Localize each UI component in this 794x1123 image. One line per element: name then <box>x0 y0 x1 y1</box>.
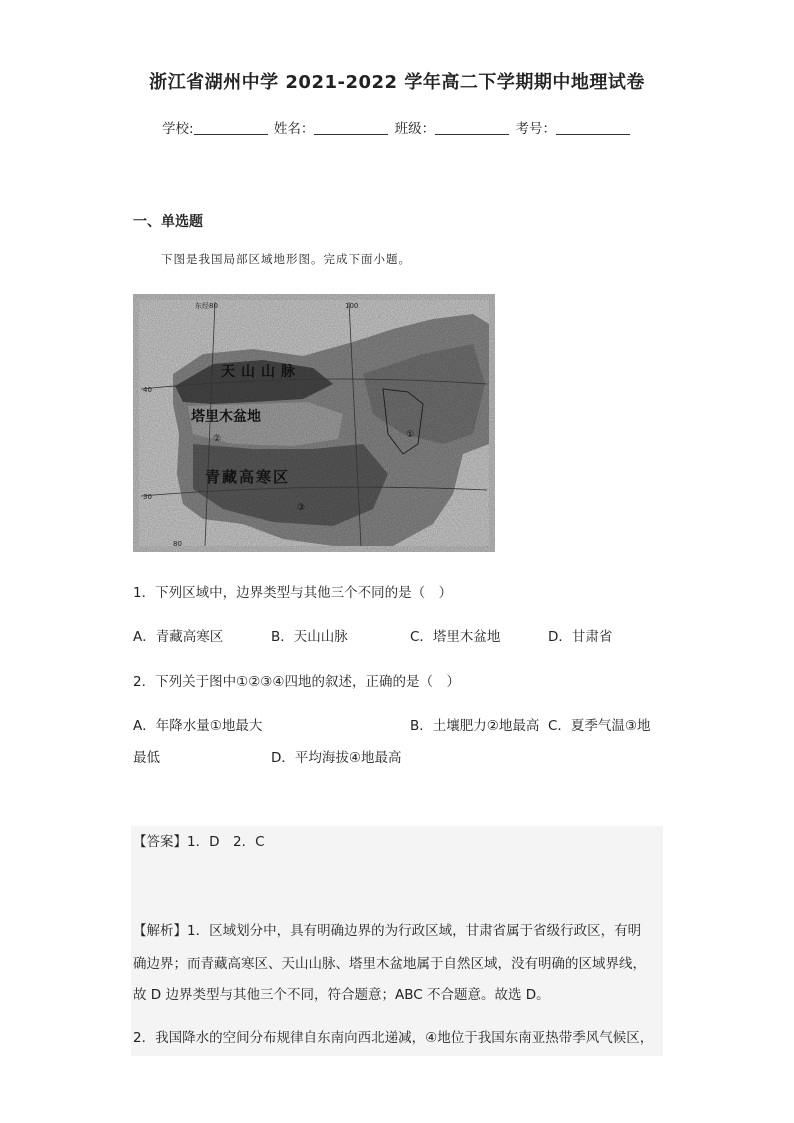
q2-option-b[interactable]: B．土壤肥力②地最高 <box>410 718 540 734</box>
lat-label-40: 40 <box>143 386 152 394</box>
marker-1: ① <box>406 430 415 440</box>
lat-label-30: 30 <box>143 493 152 501</box>
answer-line: 【答案】1．D 2．C <box>133 834 265 850</box>
q1-option-d[interactable]: D．甘肃省 <box>548 629 613 645</box>
tianshan-label: 天山山脉 <box>221 364 301 380</box>
number-label: 考号： <box>515 121 556 137</box>
school-label: 学校: <box>162 121 194 137</box>
lon-label-100: 100 <box>345 302 359 310</box>
q1-option-b[interactable]: B．天山山脉 <box>271 629 348 645</box>
number-blank[interactable] <box>556 120 630 135</box>
terrain-map <box>133 294 495 552</box>
name-label: 姓名： <box>273 121 315 137</box>
q1-option-a[interactable]: A．青藏高寒区 <box>133 629 224 645</box>
page-title: 浙江省湖州中学 2021-2022 学年高二下学期期中地理试卷 <box>149 72 645 93</box>
lon-label-80-bottom: 80 <box>173 540 182 548</box>
question-intro: 下图是我国局部区域地形图。完成下面小题。 <box>161 252 411 266</box>
qingzang-label: 青藏高寒区 <box>205 468 291 486</box>
class-blank[interactable] <box>435 120 509 135</box>
marker-3: ③ <box>297 503 306 513</box>
analysis-line-1: 【解析】1．区域划分中，具有明确边界的为行政区域，甘肃省属于省级行政区，有明 <box>133 923 642 939</box>
question-2: 2．下列关于图中①②③④四地的叙述，正确的是（ ） <box>133 674 460 690</box>
question-1: 1．下列区域中，边界类型与其他三个不同的是（ ） <box>133 585 453 601</box>
q2-option-c-continued: 最低 <box>133 750 160 766</box>
lon-label-80: 东经80 <box>195 302 218 310</box>
q1-option-c[interactable]: C．塔里木盆地 <box>410 629 501 645</box>
q2-option-c[interactable]: C．夏季气温③地 <box>548 718 651 734</box>
q2-option-a[interactable]: A．年降水量①地最大 <box>133 718 263 734</box>
school-blank[interactable] <box>194 120 268 135</box>
marker-2: ② <box>213 434 222 444</box>
analysis-line-4: 2．我国降水的空间分布规律自东南向西北递减，④地位于我国东南亚热带季风气候区， <box>133 1030 654 1046</box>
analysis-line-2: 确边界；而青藏高寒区、天山山脉、塔里木盆地属于自然区域，没有明确的区域界线， <box>133 956 646 972</box>
analysis-line-3: 故 D 边界类型与其他三个不同，符合题意；ABC 不合题意。故选 D。 <box>133 987 550 1003</box>
class-label: 班级： <box>394 121 436 137</box>
student-info-line <box>0 117 794 137</box>
q2-option-d[interactable]: D．平均海拔④地最高 <box>271 750 402 766</box>
name-blank[interactable] <box>314 120 388 135</box>
tarim-label: 塔里木盆地 <box>191 409 261 425</box>
section-title: 一、单选题 <box>133 214 203 230</box>
